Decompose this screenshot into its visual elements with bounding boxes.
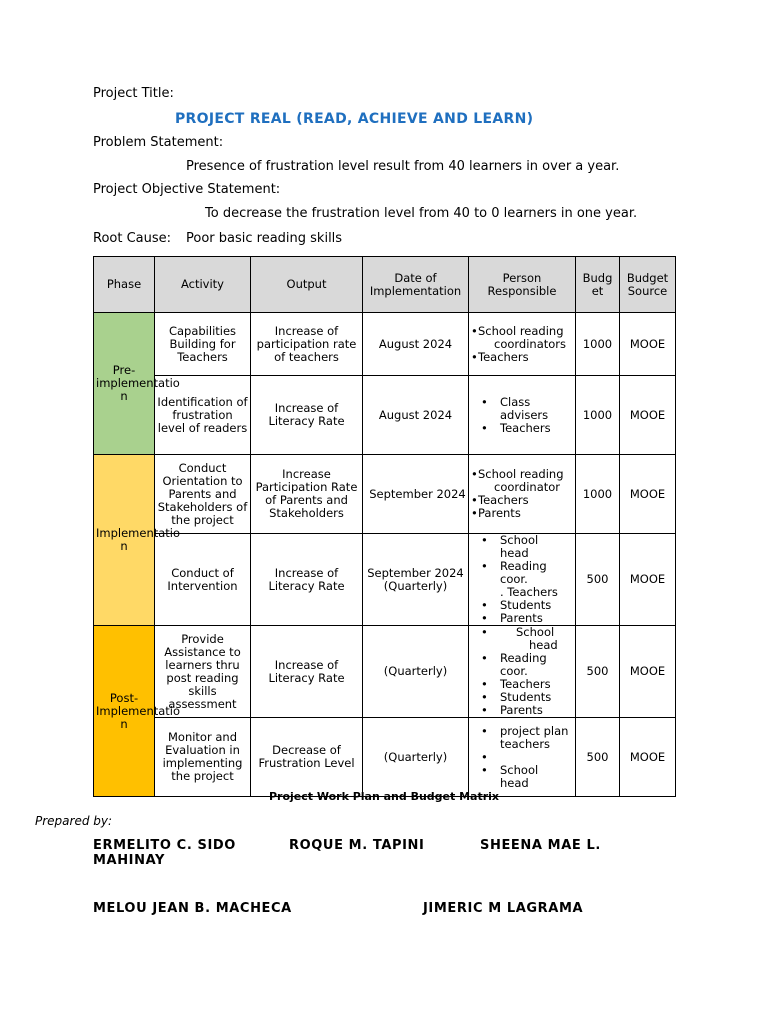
header-source: Budget Source <box>620 257 676 313</box>
person-item: • project plan <box>471 725 573 738</box>
person-cell <box>469 534 576 626</box>
preparer-name-2: ROQUE M. TAPINI <box>289 838 425 853</box>
header-activity: Activity <box>155 257 251 313</box>
output-cell: Increase of Literacy Rate <box>251 376 363 455</box>
preparer-name-1: ERMELITO C. SIDO <box>93 838 236 853</box>
prepared-by-label: Prepared by: <box>35 814 113 828</box>
activity-cell: Conduct Orientation to Parents and Stakeholders of the project <box>155 455 251 534</box>
person-item: • Teachers <box>471 678 573 691</box>
budget-cell: 1000 <box>576 313 620 376</box>
source-cell: MOOE <box>620 626 676 718</box>
person-item: • Class <box>471 396 573 409</box>
budget-cell: 500 <box>576 534 620 626</box>
person-item: • Parents <box>471 507 573 520</box>
person-item: • Reading <box>471 652 573 665</box>
preparer-name-3-cont: MAHINAY <box>93 853 166 868</box>
table-row <box>94 534 676 626</box>
person-item: • School reading <box>471 325 573 338</box>
person-cell <box>469 718 576 797</box>
phase-implementation: Implementatio n <box>94 455 155 626</box>
person-item: . Teachers <box>500 585 558 599</box>
root-cause-label: Root Cause: <box>93 231 172 246</box>
phase-post-implementation: Post-Implementatio n <box>94 626 155 797</box>
person-cell <box>469 626 576 718</box>
person-item: coor. <box>500 572 528 586</box>
person-item: • School <box>471 534 573 547</box>
person-cell <box>469 376 576 455</box>
objective-text: To decrease the frustration level from 40 to 0 learners in one year. <box>205 206 638 221</box>
table-row <box>94 313 676 376</box>
phase-pre-implementation: Pre-implementatio n <box>94 313 155 455</box>
activity-cell: Capabilities Building for Teachers <box>155 313 251 376</box>
header-row <box>94 257 676 313</box>
person-item: coordinator <box>494 480 561 494</box>
person-item: • School <box>471 626 573 639</box>
budget-cell: 500 <box>576 718 620 797</box>
person-item: • School reading <box>471 468 573 481</box>
person-item: • School <box>471 764 573 777</box>
table-row <box>94 376 676 455</box>
person-item: • Teachers <box>471 422 573 435</box>
activity-cell: Identification of frustration level of readers <box>155 376 251 455</box>
date-cell: (Quarterly) <box>363 626 469 718</box>
preparer-name-4: MELOU JEAN B. MACHECA <box>93 901 292 916</box>
root-cause-text: Poor basic reading skills <box>186 231 343 246</box>
person-item: head <box>529 638 558 652</box>
person-item: coordinators <box>494 336 567 351</box>
source-cell: MOOE <box>620 455 676 534</box>
header-date: Date of Implementation <box>363 257 469 313</box>
person-item: • Parents <box>471 612 573 625</box>
table-row <box>94 626 676 718</box>
source-cell: MOOE <box>620 718 676 797</box>
output-cell: Increase Participation Rate of Parents and Stakeholders <box>251 455 363 534</box>
work-plan-budget-matrix <box>93 256 676 797</box>
header-phase: Phase <box>94 257 155 313</box>
person-item: • Teachers <box>471 351 573 364</box>
date-cell: August 2024 <box>363 376 469 455</box>
preparer-name-5: JIMERIC M LAGRAMA <box>423 901 584 916</box>
table-caption: Project Work Plan and Budget Matrix <box>268 790 500 803</box>
date-cell: August 2024 <box>363 313 469 376</box>
output-cell: Increase of participation rate of teachers <box>251 313 363 376</box>
person-item: • Students <box>471 599 573 612</box>
person-item: coor. <box>500 664 528 678</box>
person-item: • Reading <box>471 560 573 573</box>
person-item: head <box>500 546 529 560</box>
output-cell: Increase of Literacy Rate <box>251 534 363 626</box>
date-cell: (Quarterly) <box>363 718 469 797</box>
person-item: advisers <box>500 407 549 422</box>
table-row <box>94 455 676 534</box>
source-cell: MOOE <box>620 313 676 376</box>
date-cell: September 2024 (Quarterly) <box>363 534 469 626</box>
person-item: • Teachers <box>471 494 573 507</box>
budget-cell: 1000 <box>576 455 620 534</box>
header-person: Person Responsible <box>469 257 576 313</box>
output-cell: Decrease of Frustration Level <box>251 718 363 797</box>
header-budget: Budg et <box>576 257 620 313</box>
preparer-name-3: SHEENA MAE L. <box>480 838 601 853</box>
source-cell: MOOE <box>620 376 676 455</box>
table-row <box>94 718 676 797</box>
objective-label: Project Objective Statement: <box>93 182 281 197</box>
activity-cell: Conduct of Intervention <box>155 534 251 626</box>
problem-statement-text: Presence of frustration level result from 40 learners in over a year. <box>186 159 620 174</box>
person-item: • Students <box>471 691 573 704</box>
budget-cell: 1000 <box>576 376 620 455</box>
output-cell: Increase of Literacy Rate <box>251 626 363 718</box>
date-cell: September 2024 <box>363 455 469 534</box>
person-cell <box>469 313 576 376</box>
budget-cell: 500 <box>576 626 620 718</box>
person-item: head <box>500 775 529 790</box>
project-title: PROJECT REAL (READ, ACHIEVE AND LEARN) <box>175 111 534 127</box>
person-item: teachers <box>500 736 551 751</box>
person-cell <box>469 455 576 534</box>
person-item: • Parents <box>471 704 573 717</box>
activity-cell: Provide Assistance to learners thru post reading skills assessment <box>155 626 251 718</box>
header-output: Output <box>251 257 363 313</box>
problem-statement-label: Problem Statement: <box>93 135 224 150</box>
person-item <box>471 751 573 764</box>
project-title-label: Project Title: <box>93 86 174 101</box>
activity-cell: Monitor and Evaluation in implementing the project <box>155 718 251 797</box>
source-cell: MOOE <box>620 534 676 626</box>
